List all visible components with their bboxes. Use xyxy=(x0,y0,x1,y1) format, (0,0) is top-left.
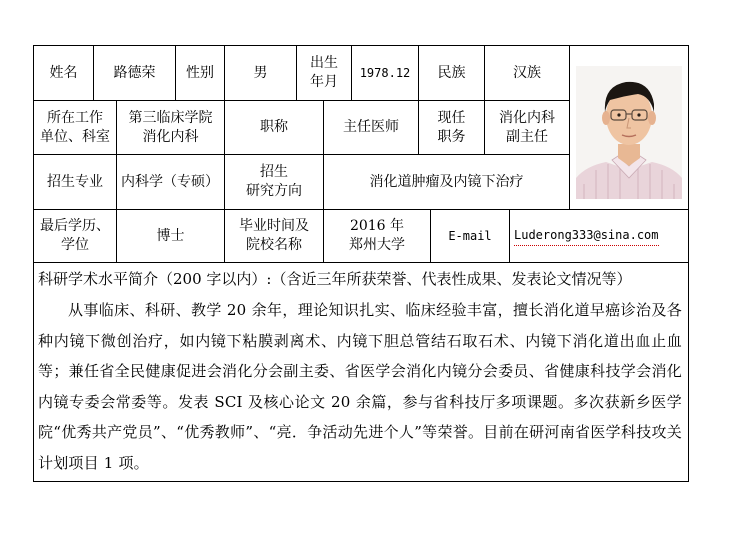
birth-label-line2: 年月 xyxy=(310,74,338,90)
person-photo xyxy=(576,66,682,199)
degree-label xyxy=(33,209,117,263)
direction-label xyxy=(224,154,324,210)
person-photo-icon xyxy=(576,66,682,199)
title-label: 职称 xyxy=(224,100,324,155)
unit-value-line1: 第三临床学院 xyxy=(128,109,213,126)
direction-label-line1: 招生 xyxy=(260,164,288,180)
post-value-line2: 副主任 xyxy=(506,128,548,145)
post-label xyxy=(418,100,485,155)
post-label-line2: 职务 xyxy=(437,128,466,145)
unit-value-line2: 消化内科 xyxy=(142,128,199,145)
email-label: E-mail xyxy=(430,209,510,263)
unit-label-line2: 单位、科室 xyxy=(40,128,110,145)
unit-value xyxy=(116,100,225,155)
birth-label xyxy=(296,45,352,101)
post-value-line1: 消化内科 xyxy=(499,109,555,126)
grad-label xyxy=(224,209,324,263)
birth-label-line1: 出生 xyxy=(310,55,338,71)
email-value[interactable] xyxy=(509,209,689,263)
degree-label-line1: 最后学历、 xyxy=(40,218,110,234)
degree-value: 博士 xyxy=(116,209,225,263)
intro-title: 科研学术水平简介（200 字以内）:（含近三年所获荣誉、代表性成果、发表论文情况等） xyxy=(38,270,632,288)
direction-label-line2: 研究方向 xyxy=(246,183,302,199)
grad-value xyxy=(323,209,431,263)
email-link[interactable]: Luderong333@sina.com xyxy=(514,226,659,246)
post-value xyxy=(484,100,570,155)
degree-label-line2: 学位 xyxy=(61,237,89,253)
major-label: 招生专业 xyxy=(33,154,117,210)
grad-label-line2: 院校名称 xyxy=(246,237,302,253)
gender-label: 性别 xyxy=(175,45,225,101)
post-label-line1: 现任 xyxy=(437,109,466,126)
grad-label-line1: 毕业时间及 xyxy=(239,218,309,234)
grad-value-line1: 2016 年 xyxy=(349,218,405,234)
research-intro xyxy=(33,262,689,482)
major-value: 内科学（专硕） xyxy=(116,154,225,210)
direction-value: 消化道肿瘤及内镜下治疗 xyxy=(323,154,570,210)
intro-body: 从事临床、科研、教学 20 余年，理论知识扎实、临床经验丰富，擅长消化道早癌诊治及各种内镜下微创治疗，如内镜下粘膜剥离术、内镜下胆总管结石取石术、内镜下消化道出血止血等；兼任省全民健康促进会消化分会副主委、省医学会消化内镜分会委员、省健康科技学会消化内镜专委会常委等。发表 SCI 及核心论文 20 余篇，参与省科技厅多项课题。多次获新乡医学院“优秀共产党员”、“优秀教师”、“亮．争活动先进个人”等荣誉。目前在研河南省医学科技攻关计划项目 1 项。 xyxy=(38,301,682,472)
unit-label-line1: 所在工作 xyxy=(47,109,103,126)
title-value: 主任医师 xyxy=(323,100,419,155)
name-value: 路德荣 xyxy=(93,45,176,101)
ethnicity-value: 汉族 xyxy=(484,45,570,101)
gender-value: 男 xyxy=(224,45,297,101)
birth-value: 1978.12 xyxy=(351,45,419,101)
unit-label xyxy=(33,100,117,155)
ethnicity-label: 民族 xyxy=(418,45,485,101)
grad-value-line2: 郑州大学 xyxy=(349,237,405,253)
name-label: 姓名 xyxy=(33,45,94,101)
